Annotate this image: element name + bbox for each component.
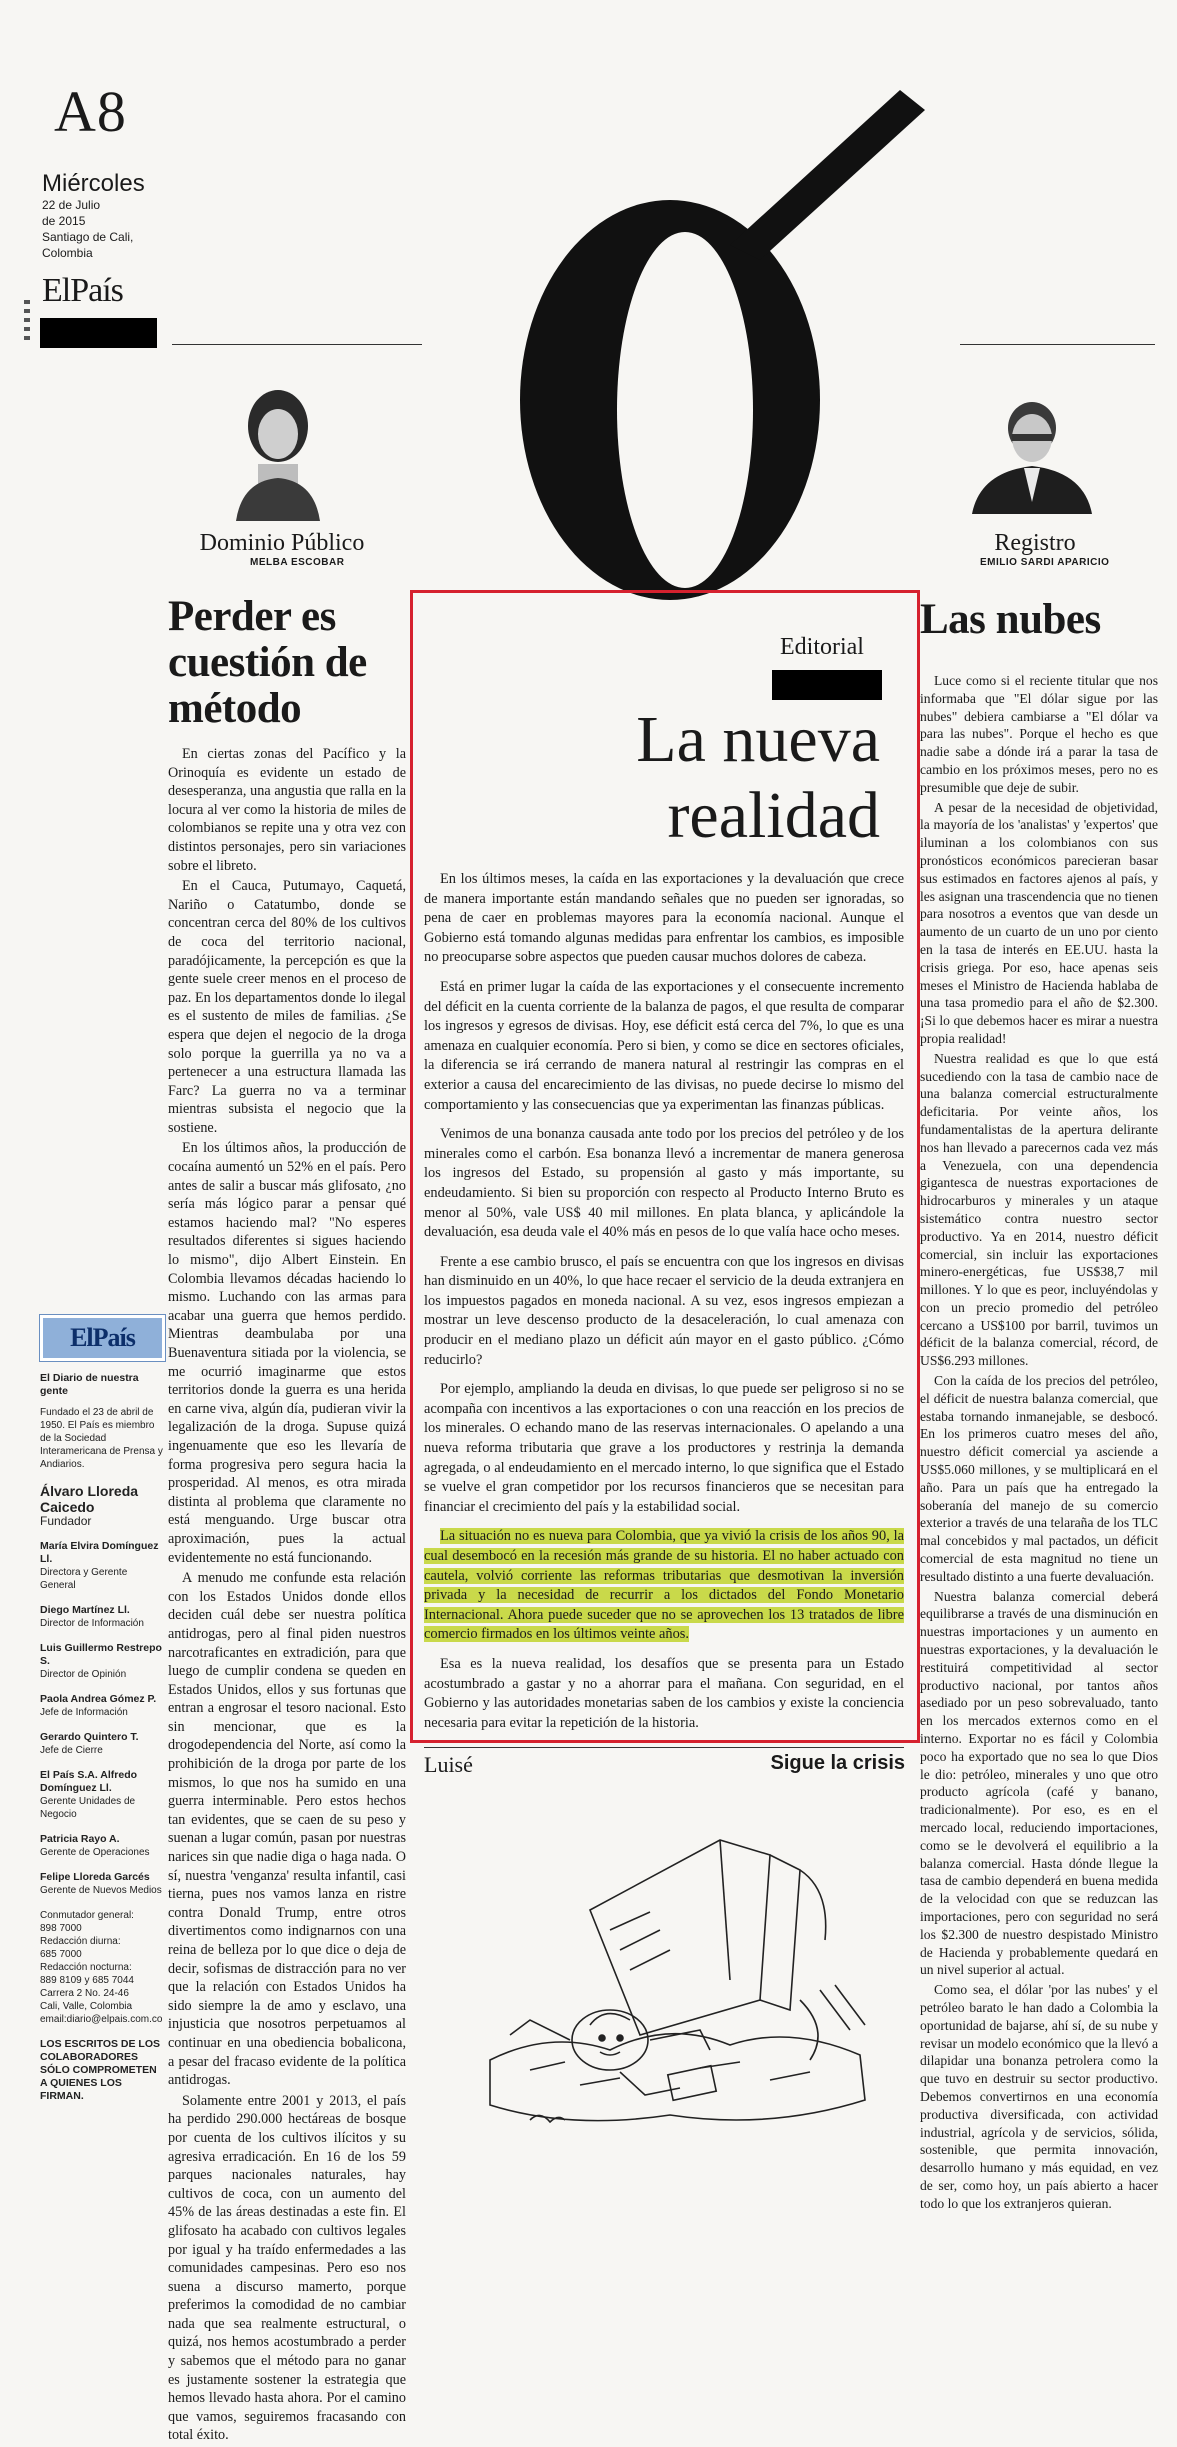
- paragraph: Esa es la nueva realidad, los desafíos que se presenta para un Estado acostumbrado a gastar y no a ahorrar para el mañana. Con seguridad, en el Gobierno y las autoridades monetarias saben de los cambios y existe la conciencia necesaria para evitar la repetición de la historia.: [424, 1655, 904, 1731]
- staff-role: Gerente de Nuevos Medios: [40, 1885, 162, 1896]
- title-line: La nueva: [636, 703, 880, 776]
- paragraph: Nuestra balanza comercial deberá equilibrarse a través de una disminución en nuestras importaciones y un aumento en nuestras exportaciones, y la devaluación le restituirá competitividad al sector productivo nacional, por tantos años asediado por un peso sobrevaluado, tanto en los mercados externos como en el interno. Exportar no es fácil y Colombia poco ha exportado que no sea lo que Dios le dio: petróleo, minerales y uno que otro producto agrícola (café y banano, tradicionalmente). Por eso, es en el mercado local, reduciendo importaciones, como se le devolverá el equilibrio a la balanza comercial. Hasta dónde llegue la tasa de cambio dependerá en buena medida de la velocidad con que se reduzcan las importaciones, pero con seguridad no será los $2.300 de nuestro despistado Ministro de Hacienda y probablemente quedará en un nivel superior al actual.: [920, 1588, 1158, 1978]
- contact-line: 685 7000: [40, 1949, 82, 1960]
- divider: [960, 344, 1155, 345]
- date-line: Santiago de Cali,: [42, 230, 134, 244]
- left-headline: Perder es cuestión de método: [168, 593, 367, 732]
- tagline: El Diario de nuestra gente: [40, 1372, 139, 1397]
- cartoonist-name: Luisé: [424, 1752, 473, 1777]
- paragraph: En los últimos meses, la caída en las exportaciones y la devaluación que crece de manera importante están mandando señales que no pueden ser ignoradas, so pena de caer en problemas mayores para la economía nacional. Aunque el Gobierno está tomando algunas medidas para enfrentar los cambios, es imposible no preocuparse sobre aspectos que pueden causar muchos dolores de cabeza.: [424, 871, 904, 966]
- binding-dots: [24, 300, 30, 340]
- divider: [424, 1747, 904, 1748]
- editorial-body: [424, 870, 904, 1743]
- contact-line: Cali, Valle, Colombia: [40, 2001, 133, 2012]
- section-label-registro: Registro: [994, 530, 1076, 556]
- contact-line: Carrera 2 No. 24-46: [40, 1988, 129, 1999]
- disclaimer: LOS ESCRITOS DE LOS COLABORADORES SÓLO COMPROMETEN A QUIENES LOS FIRMAN.: [40, 2038, 160, 2102]
- paragraph: En ciertas zonas del Pacífico y la Orinoquía es evidente un estado de desesperanza, una angustia que ralla en la locura al ver como la historia de miles de colombianos se repite una y otra vez con distintos personajes, pero sin variaciones sobre el libreto.: [168, 746, 406, 874]
- date-place: [42, 197, 133, 261]
- staff-name: El País S.A. Alfredo Domínguez Ll.: [40, 1769, 138, 1794]
- highlighted-text: La situación no es nueva para Colombia, que ya vivió la crisis de los años 90, la cual desembocó en la recesión más grande de su historia. El no haber actuado con cautela, volvió corriente las reformas tributarias que desmotivan la inversión privada y la necesidad de recurrir a los dictados del Fondo Monetario Internacional. Ahora puede suceder que no se aprovechen los 13 tratados de libre comercio firmados en los últimos veinte años.: [424, 1528, 904, 1643]
- founded-note: Fundado el 23 de abril de 1950. El País es miembro de la Sociedad Interamericana de Prensa y Andiarios.: [40, 1407, 163, 1470]
- contact-line: Redacción diurna:: [40, 1936, 121, 1947]
- date-line: 22 de Julio: [42, 198, 101, 212]
- right-headline: Las nubes: [920, 596, 1101, 643]
- author-photo-melba-escobar: [232, 376, 324, 521]
- contact-line: Conmutador general:: [40, 1910, 134, 1921]
- date-line: de 2015: [42, 214, 86, 228]
- paragraph: Frente a ese cambio brusco, el país se encuentra con que los ingresos en divisas han disminuido en un 40%, lo que hace recaer el servicio de la deuda extranjera en los impuestos pagados en moneda nacional. A su vez, esos ingresos empiezan a mostrar un leve descenso producto de la desaceleración, lo cual amenaza con producir en el mediano plazo un déficit aún mayor en el gasto público. ¿Cómo reducirlo?: [424, 1253, 904, 1368]
- staff-name: María Elvira Domínguez Ll.: [40, 1540, 159, 1565]
- paragraph: En el Cauca, Putumayo, Caquetá, Nariño o Catatumbo, donde se concentran cerca del 80% de los cultivos de coca del territorio nacional, paradójicamente, la percepción es que la gente suele creer menos en el proceso de paz. En los departamentos donde lo ilegal es el sustento de miles de familias. ¿Se espera que dejen el negocio de la droga solo porque la guerrilla ya no va a pertenecer a una estructura llamada las Farc? La guerra no va a terminar mientras subsista el negocio que la sostiene.: [168, 878, 406, 1136]
- contact-line: 898 7000: [40, 1923, 82, 1934]
- contact-info: [40, 1909, 165, 2026]
- staff-credits: [40, 1372, 165, 2103]
- contact-line: Redacción nocturna:: [40, 1962, 132, 1973]
- redaction-bar: [772, 670, 882, 700]
- title-line: realidad: [667, 779, 880, 852]
- staff-name: Gerardo Quintero T.: [40, 1731, 139, 1743]
- paragraph: A pesar de la necesidad de objetividad, la mayoría de los 'analistas' y 'expertos' que iluminan a los colombianos con sus pronósticos económicos parecieran basar sus estimados en factores ajenos al país, y les asignan una trascendencia que no tienen para nosotros a eventos que van desde un aumento de un cuarto de un uno por ciento en la tasa de interés en EE.UU. hasta la crisis griega. Por eso, hace apenas seis meses el Ministro de Hacienda hablaba de una tasa promedio para el año de $2.300. ¡Si lo que debemos hacer es mirar a nuestra propia realidad!: [920, 799, 1158, 1046]
- staff-role: Gerente Unidades de Negocio: [40, 1796, 136, 1820]
- page-number: A8: [54, 79, 127, 144]
- staff-name: Felipe Lloreda Garcés: [40, 1871, 150, 1883]
- staff-name: Luis Guillermo Restrepo S.: [40, 1642, 162, 1667]
- brand-logo-text: ElPaís: [70, 1323, 135, 1352]
- staff-role: Director de Información: [40, 1618, 144, 1629]
- paragraph: Por ejemplo, ampliando la deuda en divisas, lo que puede ser peligroso si no se acompaña con incentivos a las exportaciones o con una reacción en los precios de los minerales. O echando mano de las reservas internacionales. O apelando a una nueva reforma tributaria que grave a los productores y restrinja la demanda agregada, o al endeudamiento en el mercado interno, lo que significa que el Estado se vuelve el gran competidor por los recursos financieros que se necesitan para financiar el crecimiento del país y la estabilidad social.: [424, 1381, 904, 1515]
- brand-logo: ElPaís: [42, 272, 123, 309]
- brand-logo-box: [40, 1315, 165, 1361]
- staff-name: Paola Andrea Gómez P.: [40, 1693, 157, 1705]
- cartoon-title: Sigue la crisis: [770, 1752, 905, 1774]
- author-name: EMILIO SARDI APARICIO: [980, 557, 1110, 568]
- date-line: Colombia: [42, 246, 93, 260]
- staff-role: Directora y Gerente General: [40, 1567, 128, 1591]
- editorial-kicker: Editorial: [780, 634, 864, 660]
- author-name: MELBA ESCOBAR: [250, 557, 345, 568]
- paragraph-highlighted: [424, 1527, 904, 1645]
- contact-line: email:diario@elpais.com.co: [40, 2014, 163, 2025]
- section-label-dominio-publico: Dominio Público: [199, 530, 365, 556]
- weekday: Miércoles: [42, 170, 145, 197]
- paragraph: Nuestra realidad es que lo que está sucediendo con la tasa de cambio nace de una balanza comercial estructuralmente deficitaria. Por veinte años, los fundamentalistas de la apertura delirante nos han llevado a parecernos cada vez más a Venezuela, con una dependencia gigantesca de nuestras exportaciones de hidrocarburos y minerales y un ataque sistemático contra nuestro sector productivo. Ya en 2014, nuestro déficit comercial, sin incluir las exportaciones minero-energéticas, fue US$38,7 mil millones. Y lo que es peor, incluyéndolas y con un precio promedio del petróleo cercano a US$100 por barril, tuvimos un déficit de la balanza comercial, récord, de US$6.293 millones.: [920, 1050, 1158, 1369]
- contact-line: 889 8109 y 685 7044: [40, 1975, 134, 1986]
- paragraph: Luce como si el reciente titular que nos informaba que "El dólar sigue por las nubes" debiera cambiarse a "El dólar va para las nubes". Porque el hecho es que nadie sabe a dónde irá a parar la tasa de cambio en los próximos meses, pero no es presumible que deje de subir.: [920, 673, 1158, 795]
- paragraph: Solamente entre 2001 y 2013, el país ha perdido 290.000 hectáreas de bosque por cuenta de los cultivos ilícitos y su agresiva erradicación. En 16 de los 59 parques nacionales naturales, hay cultivos de coca, con un aumento del 45% de las áreas destinadas a este fin. El glifosato ha acabado con cultivos legales por igual y ha traído enfermedades a las comunidades campesinas. Pero eso nos suena a discurso mamerto, porque preferimos la comodidad de no cambiar nada que sea realmente estructural, o quizá, nos hemos acostumbrado a perder y sabemos que el método para no ganar es justamente sostener la estrategia que hemos llevado hasta ahora. Por el camino que vamos, seguiremos fracasando con total éxito.: [168, 2092, 406, 2444]
- founder-name: Álvaro Lloreda Caicedo: [40, 1483, 139, 1515]
- staff-role: Gerente de Operaciones: [40, 1847, 150, 1858]
- staff-role: Jefe de Cierre: [40, 1745, 103, 1756]
- founder-role: Fundador: [40, 1514, 92, 1528]
- staff-name: Diego Martínez Ll.: [40, 1604, 130, 1616]
- paragraph: Con la caída de los precios del petróleo, el déficit de nuestra balanza comercial, que estaba tornando inmanejable, se desbocó. En los primeros cuatro meses del año, nuestro déficit comercial ya asciende a US$5.060 millones, y se multiplicará en el año. Para un país que ha entregado la soberanía del manejo de su comercio exterior a través de una telaraña de los TLC mal concebidos y mal pactados, un déficit comercial de esta magnitud no tiene un resultado distinto a una fuerte devaluación.: [920, 1373, 1158, 1584]
- opinion-o-logo: [480, 70, 940, 650]
- right-article-body: [920, 672, 1158, 2215]
- paragraph: Como sea, el dólar 'por las nubes' y el petróleo barato le han dado a Colombia la oportunidad de bajarse, ahí sí, de su nube y revisar un modelo económico que la llevó a dilapidar una bonanza petrolera como la que tuvo en destruir su sector productivo. Debemos convertirnos en una economía productiva diversificada, con actividad industrial, agrícola y de servicios, sólida, sostenible, que permita innovación, desarrollo humano y más equidad, en vez de ser, como hoy, un país abierto a hacer todo lo que los extranjeros quieran.: [920, 1982, 1158, 2211]
- paragraph: Venimos de una bonanza causada ante todo por los precios del petróleo y de los minerales como el carbón. Esa bonanza llevó a incrementar de manera generosa los ingresos del Estado, su propensión al gasto y más importante, su endeudamiento. Si bien su proporción con respecto al Producto Interno Bruto es menor al 50%, vale US$ 40 mil millones. En plata blanca, y aplicándole la devaluación, esa deuda vale el 40% más en pesos de lo que valía hace ocho meses.: [424, 1126, 904, 1241]
- paragraph: En los últimos años, la producción de cocaína aumentó un 52% en el país. Pero antes de salir a buscar más glifosato, ¿no sería más lógico parar a pensar qué estamos haciendo mal? "No esperes resultados diferentes si sigues haciendo lo mismo", dijo Albert Einstein. En Colombia llevamos décadas haciendo lo mismo. Luchando con las armas para acabar una guerra que hemos perdido. Mientras deambulaba por una Buenaventura sitiada por la violencia, se me ocurrió imaginarme que estos territorios donde la guerra es una herida en carne viva, algún día, pudieran vivir la legalización de la droga. Supuse quizá ingenuamente que eso les llevaría de forma progresiva pero segura hacia la prosperidad. Al menos, es otra mirada distinta al problema que claramente no está menguando. Urge buscar otra aproximación, pues la actual evidentemente no está funcionando.: [168, 1140, 406, 1566]
- staff-role: Director de Opinión: [40, 1669, 127, 1680]
- paragraph: A menudo me confunde esta relación con los Estados Unidos donde ellos deciden cuál debe ser nuestra política antidrogas, pero al final piden nuestros narcotraficantes en extradición, para que luego de cumplir condena se queden en Estados Unidos, ellos y sus fortunas que entran a engrosar el tesoro nacional. Esto sin mencionar, que es la drogodependencia del Norte, así como la prohibición de la droga por parte de los mismos, lo que nos ha sumido en una guerra interminable. Pero estos hechos tan evidentes, que se caen de su peso y suenan a lugar común, pasan por nuestras narices sin que nadie diga o haga nada. O sí, nuestra 'venganza' resulta infantil, casi tierna, pues nos vamos lanza en ristre contra Donald Trump, entre otros divertimentos como indignarnos con una reina de belleza por lo que dice o deja de decir, sofismas de distracción para no ver que la relación con Estados Unidos ha sido siempre la de amo y esclavo, una injusticia que nosotros perpetuamos al continuar en una obediencia bobalicona, a pesar del fracaso evidente de la política antidrogas.: [168, 1570, 406, 2089]
- editorial-title: [580, 702, 880, 854]
- staff-name: Patricia Rayo A.: [40, 1833, 120, 1845]
- staff-role: Jefe de Información: [40, 1707, 128, 1718]
- cartoon-illustration: [470, 1800, 890, 2140]
- paragraph: Está en primer lugar la caída de las exportaciones y el consecuente incremento del déficit en la cuenta corriente de la balanza de pagos, el que resulta de comparar los ingresos y egresos de divisas. Hoy, ese déficit está cerca del 7%, lo que es una amenaza en cualquier economía. Pero si bien, y como se dice en sectores oficiales, la diferencia se irá cerrando de manera natural al restringir las compras en el exterior a causa del encarecimiento de las divisas, no puede decirse lo mismo del comportamiento y las consecuencias que ya experimentan las finanzas públicas.: [424, 978, 904, 1113]
- left-article-body-a: [168, 745, 406, 2447]
- author-photo-emilio-sardi: [972, 394, 1092, 514]
- divider: [172, 344, 422, 345]
- redaction-bar: [40, 318, 157, 348]
